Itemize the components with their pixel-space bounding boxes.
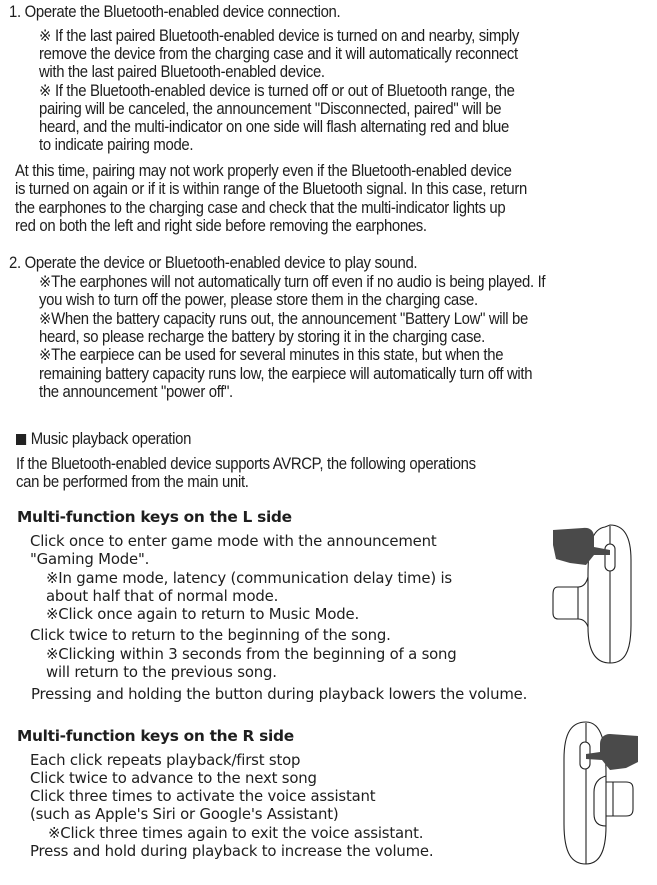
- section-2-note-line: ※The earphones will not automatically turn off even if no audio is being played. If: [39, 273, 546, 291]
- section-2-note-line: ※When the battery capacity runs out, the announcement "Battery Low" will be: [39, 310, 528, 328]
- left-keys-line: ※In game mode, latency (communication delay time) is: [46, 569, 452, 587]
- section-2-note-line: heard, so please recharge the battery by storing it in the charging case.: [39, 328, 485, 346]
- section-1-note-line: heard, and the multi-indicator on one side will flash alternating red and blue: [39, 118, 509, 136]
- right-keys-line: Each click repeats playback/first stop: [30, 751, 301, 769]
- left-keys-line: ※Clicking within 3 seconds from the beginning of a song: [46, 645, 457, 663]
- left-keys-line: Click twice to return to the beginning of the song.: [30, 626, 391, 644]
- section-1-note-line: remove the device from the charging case and it will automatically reconnect: [39, 45, 518, 63]
- left-keys-line: Click once to enter game mode with the announcement: [30, 532, 437, 550]
- left-keys-line: ※Click once again to return to Music Mode.: [46, 605, 359, 623]
- left-keys-line: about half that of normal mode.: [46, 587, 279, 605]
- section-2-heading: 2. Operate the device or Bluetooth-enabled device to play sound.: [9, 254, 418, 272]
- left-keys-line: "Gaming Mode".: [30, 550, 150, 568]
- section-1-note-line: ※ If the Bluetooth-enabled device is turned off or out of Bluetooth range, the: [39, 82, 515, 100]
- section-1-note-line: with the last paired Bluetooth-enabled device.: [39, 63, 325, 81]
- section-2-note-line: ※The earpiece can be used for several minutes in this state, but when the: [39, 346, 504, 364]
- section-1-note-line: ※ If the last paired Bluetooth-enabled device is turned on and nearby, simply: [39, 27, 519, 45]
- right-earpiece-press-illustration: [548, 714, 643, 869]
- right-keys-line: Press and hold during playback to increase the volume.: [30, 842, 434, 860]
- section-2-note-line: you wish to turn off the power, please store them in the charging case.: [39, 291, 478, 309]
- music-intro-line: can be performed from the main unit.: [16, 473, 249, 491]
- section-1-heading: 1. Operate the Bluetooth-enabled device connection.: [9, 3, 341, 21]
- music-intro-line: If the Bluetooth-enabled device supports AVRCP, the following operations: [16, 455, 476, 473]
- right-keys-line: Click twice to advance to the next song: [30, 769, 317, 787]
- right-keys-line: Click three times to activate the voice assistant: [30, 787, 376, 805]
- left-keys-line: Pressing and holding the button during playback lowers the volume.: [31, 685, 528, 703]
- section-1-paragraph-line: red on both the left and right side before removing the earphones.: [15, 217, 427, 235]
- music-playback-heading: [16, 430, 191, 448]
- section-2-note-line: remaining battery capacity runs low, the earpiece will automatically turn off with: [39, 365, 533, 383]
- right-keys-heading: Multi-function keys on the R side: [17, 727, 294, 745]
- section-1-note-line: to indicate pairing mode.: [39, 136, 194, 154]
- black-square-bullet-icon: [16, 434, 26, 445]
- right-keys-line: (such as Apple's Siri or Google's Assistant): [30, 805, 339, 823]
- section-1-note-line: pairing will be canceled, the announcement "Disconnected, paired" will be: [39, 100, 502, 118]
- music-playback-heading-text: Music playback operation: [30, 430, 192, 448]
- section-1-paragraph-line: At this time, pairing may not work properly even if the Bluetooth-enabled device: [15, 162, 512, 180]
- left-earpiece-press-illustration: [548, 515, 643, 665]
- section-1-paragraph-line: the earphones to the charging case and check that the multi-indicator lights up: [15, 199, 506, 217]
- right-keys-line: ※Click three times again to exit the voice assistant.: [48, 824, 424, 842]
- section-1-paragraph-line: is turned on again or if it is within range of the Bluetooth signal. In this case, return: [15, 180, 527, 198]
- left-keys-line: will return to the previous song.: [46, 663, 277, 681]
- section-2-note-line: the announcement "power off".: [39, 383, 233, 401]
- left-keys-heading: Multi-function keys on the L side: [17, 508, 292, 526]
